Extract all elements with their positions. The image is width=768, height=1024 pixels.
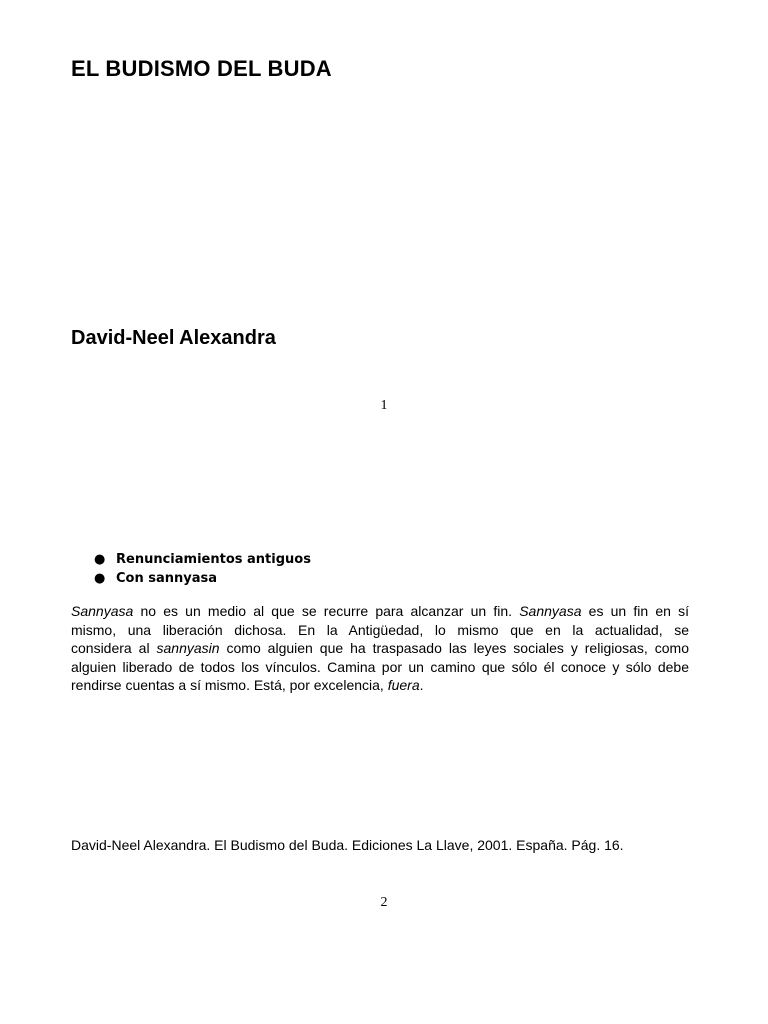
text-run: es un fin en sí xyxy=(581,603,689,619)
paragraph-line xyxy=(71,676,689,695)
text-run: considera al xyxy=(71,640,157,657)
text-run: . xyxy=(419,677,424,694)
list-item-text: Con sannyasa xyxy=(116,571,218,586)
list-item xyxy=(94,569,311,588)
text-run: no es un medio al que se recurre para alcanzar un fin. xyxy=(133,603,520,619)
bullet-icon: ● xyxy=(94,571,106,586)
paragraph-line: mismo, una liberación dichosa. En la Antigüedad, lo mismo que en la actualidad, se xyxy=(71,621,689,638)
text-run: como alguien que ha traspasado las leyes sociales y religiosas, como xyxy=(219,640,689,657)
body-paragraph xyxy=(71,602,689,695)
list-item xyxy=(94,550,311,569)
paragraph-line: alguien liberado de todos los vínculos. Camina por un camino que sólo él conoce y sólo debe xyxy=(71,658,689,675)
author-name: David-Neel Alexandra xyxy=(71,327,276,349)
bullet-icon: ● xyxy=(94,552,106,567)
paragraph-line xyxy=(71,602,689,621)
bullet-list xyxy=(94,550,311,588)
page-number: 1 xyxy=(380,398,388,413)
paragraph-line xyxy=(71,639,689,658)
list-item-text: Renunciamientos antiguos xyxy=(116,552,311,567)
citation-footnote: David-Neel Alexandra. El Budismo del Buda. Ediciones La Llave, 2001. España. Pág. 16. xyxy=(71,837,624,853)
document-title: EL BUDISMO DEL BUDA xyxy=(71,56,332,81)
italic-term: fuera xyxy=(387,677,420,694)
italic-term: Sannyasa xyxy=(519,603,582,619)
italic-term: Sannyasa xyxy=(71,603,134,619)
italic-term: sannyasin xyxy=(156,640,220,657)
page-number: 2 xyxy=(380,895,388,910)
text-run: rendirse cuentas a sí mismo. Está, por excelencia, xyxy=(71,677,388,694)
